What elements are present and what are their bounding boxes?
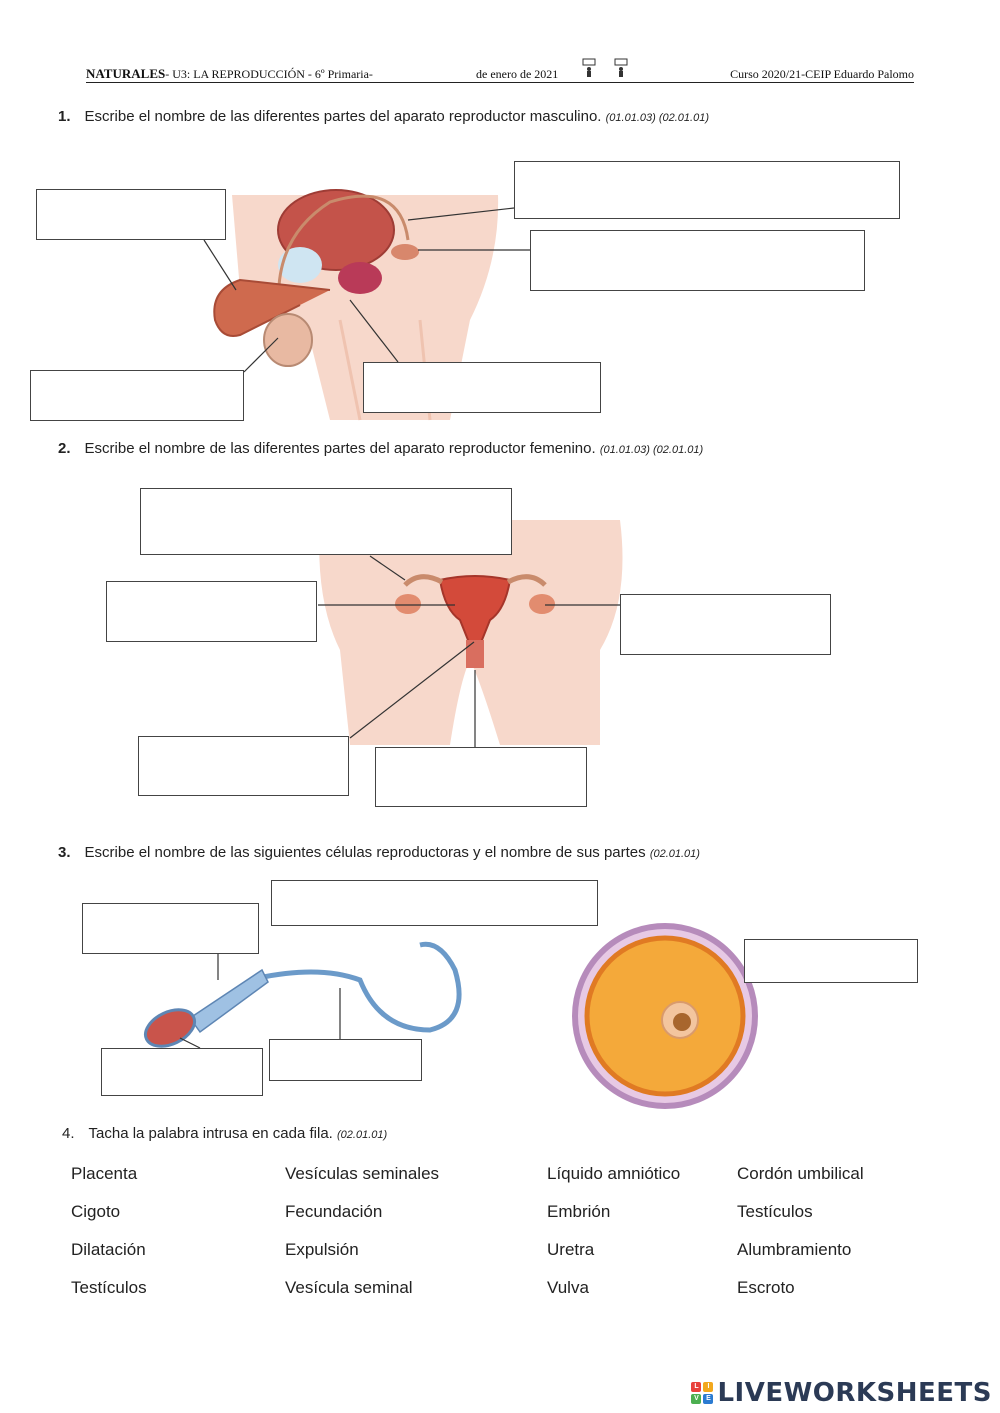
word-option[interactable]: Cigoto — [71, 1202, 121, 1221]
word-option[interactable]: Vesícula seminal — [285, 1278, 413, 1297]
question-4: 4. Tacha la palabra intrusa en cada fila. (02.01.01) — [62, 1125, 388, 1142]
word-option[interactable]: Fecundación — [285, 1202, 383, 1221]
ovum-nucleolus — [673, 1013, 691, 1031]
logo-text: LIVEWORKSHEETS — [717, 1378, 992, 1408]
answer-box[interactable] — [36, 189, 226, 240]
ovary-right — [529, 594, 555, 614]
ovary-left — [395, 594, 421, 614]
person-icon — [582, 58, 596, 78]
answer-box[interactable] — [530, 230, 865, 291]
answer-box[interactable] — [138, 736, 349, 796]
pubic-bone — [278, 247, 322, 283]
answer-box[interactable] — [82, 903, 259, 954]
person-icon — [614, 58, 628, 78]
word-option[interactable]: Testículos — [71, 1278, 147, 1297]
answer-box[interactable] — [269, 1039, 422, 1081]
seminal-vesicle — [391, 244, 419, 260]
answer-box[interactable] — [744, 939, 918, 983]
sperm-head — [140, 1003, 201, 1054]
header-date: de enero de 2021 — [476, 67, 559, 81]
answer-box[interactable] — [375, 747, 587, 807]
answer-box[interactable] — [140, 488, 512, 555]
question-1: 1. Escribe el nombre de las diferentes partes del aparato reproductor masculino. (01.01.03) (02.01.01) — [58, 108, 709, 125]
sperm-tail — [258, 944, 459, 1030]
word-option[interactable]: Uretra — [547, 1240, 595, 1259]
word-option[interactable]: Testículos — [737, 1202, 813, 1221]
answer-box[interactable] — [514, 161, 900, 219]
logo-badge-icon: L I V E — [691, 1382, 713, 1404]
word-option[interactable]: Dilatación — [71, 1240, 146, 1259]
answer-box[interactable] — [271, 880, 598, 926]
answer-box[interactable] — [106, 581, 317, 642]
answer-box[interactable] — [620, 594, 831, 655]
answer-box[interactable] — [363, 362, 601, 413]
liveworksheets-logo — [691, 1380, 992, 1406]
sperm-midpiece — [190, 970, 268, 1032]
question-3: 3. Escribe el nombre de las siguientes células reproductoras y el nombre de sus partes (02.01.01) — [58, 844, 700, 861]
prostate — [338, 262, 382, 294]
word-option[interactable]: Líquido amniótico — [547, 1164, 681, 1183]
answer-box[interactable] — [101, 1048, 263, 1096]
word-option[interactable]: Placenta — [71, 1164, 138, 1183]
question-2: 2. Escribe el nombre de las diferentes partes del aparato reproductor femenino. (01.01.03) (02.01.01) — [58, 440, 704, 457]
header-subject: NATURALES- U3: LA REPRODUCCIÓN - 6º Primaria- — [86, 66, 373, 81]
testicle — [264, 314, 312, 366]
vagina — [466, 640, 484, 668]
word-option[interactable]: Escroto — [737, 1278, 795, 1297]
word-option[interactable]: Expulsión — [285, 1240, 359, 1259]
page-header — [86, 64, 914, 83]
word-option[interactable]: Cordón umbilical — [737, 1164, 864, 1183]
word-option[interactable]: Vulva — [547, 1278, 589, 1297]
word-option[interactable]: Alumbramiento — [737, 1240, 852, 1259]
word-option[interactable]: Vesículas seminales — [285, 1164, 440, 1183]
answer-box[interactable] — [30, 370, 244, 421]
word-option[interactable]: Embrión — [547, 1202, 611, 1221]
header-school: Curso 2020/21-CEIP Eduardo Palomo — [730, 67, 914, 81]
